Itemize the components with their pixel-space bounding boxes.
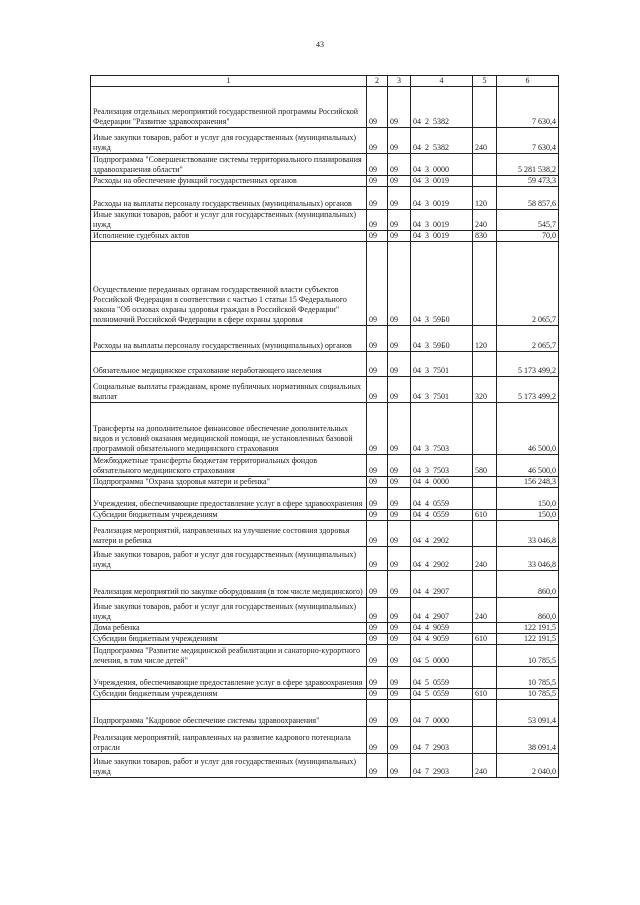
row-name-cell: Субсидии бюджетным учреждениям (91, 510, 367, 521)
column-header-5: 5 (473, 76, 497, 87)
csr-program-code: 04 (413, 767, 421, 776)
table-row (91, 571, 559, 598)
csr-program-code: 04 (413, 587, 421, 596)
row-ved-cell: 09 (367, 700, 388, 727)
row-sum-cell: 7 630,4 (497, 87, 559, 128)
row-rz-cell: 09 (388, 187, 411, 210)
row-vr-cell: 240 (473, 128, 497, 154)
row-vr-cell (473, 352, 497, 377)
row-ved-cell: 09 (367, 477, 388, 488)
row-ved-cell: 09 (367, 377, 388, 403)
row-vr-cell (473, 403, 497, 455)
row-csr-cell (411, 231, 473, 242)
csr-program-code: 04 (413, 656, 421, 665)
csr-direction-code: 2903 (433, 767, 449, 776)
csr-direction-code: 0559 (433, 689, 449, 698)
csr-subprogram-code: 3 (425, 366, 429, 375)
row-sum-cell: 46 500,0 (497, 455, 559, 477)
row-name-cell: Дома ребенка (91, 623, 367, 634)
csr-subprogram-code: 3 (425, 444, 429, 453)
row-csr-cell (411, 598, 473, 623)
row-ved-cell: 09 (367, 403, 388, 455)
row-vr-cell: 120 (473, 187, 497, 210)
row-sum-cell: 2 065,7 (497, 326, 559, 352)
table-row (91, 667, 559, 689)
row-vr-cell (473, 700, 497, 727)
table-row (91, 700, 559, 727)
table-header-row (91, 76, 559, 87)
row-rz-cell: 09 (388, 455, 411, 477)
csr-direction-code: 2907 (433, 587, 449, 596)
row-rz-cell: 09 (388, 754, 411, 778)
csr-direction-code: 2907 (433, 612, 449, 621)
row-csr-cell (411, 645, 473, 667)
csr-subprogram-code: 3 (425, 231, 429, 240)
column-header-1: 1 (91, 76, 367, 87)
row-ved-cell: 09 (367, 547, 388, 571)
row-csr-cell (411, 154, 473, 176)
row-rz-cell: 09 (388, 477, 411, 488)
csr-subprogram-code: 5 (425, 689, 429, 698)
row-name-cell: Социальные выплаты гражданам, кроме публичных нормативных социальных выплат (91, 377, 367, 403)
row-vr-cell (473, 727, 497, 754)
csr-direction-code: 0000 (433, 165, 449, 174)
row-sum-cell: 122 191,5 (497, 634, 559, 645)
column-header-6: 6 (497, 76, 559, 87)
csr-subprogram-code: 3 (425, 165, 429, 174)
row-sum-cell: 58 857,6 (497, 187, 559, 210)
csr-direction-code: 0019 (433, 231, 449, 240)
row-vr-cell: 580 (473, 455, 497, 477)
csr-subprogram-code: 4 (425, 477, 429, 486)
csr-direction-code: 0019 (433, 220, 449, 229)
csr-subprogram-code: 7 (425, 716, 429, 725)
csr-program-code: 04 (413, 743, 421, 752)
row-ved-cell: 09 (367, 187, 388, 210)
row-rz-cell: 09 (388, 727, 411, 754)
csr-program-code: 04 (413, 143, 421, 152)
table-row (91, 754, 559, 778)
csr-direction-code: 0000 (433, 656, 449, 665)
row-sum-cell: 545,7 (497, 210, 559, 231)
column-header-2: 2 (367, 76, 388, 87)
row-name-cell: Иные закупки товаров, работ и услуг для государственных (муниципальных) нужд (91, 210, 367, 231)
row-csr-cell (411, 210, 473, 231)
budget-table-body (91, 76, 559, 778)
csr-direction-code: 9059 (433, 634, 449, 643)
row-ved-cell: 09 (367, 326, 388, 352)
row-sum-cell: 53 091,4 (497, 700, 559, 727)
row-csr-cell (411, 689, 473, 700)
table-row (91, 598, 559, 623)
table-row (91, 510, 559, 521)
row-name-cell: Подпрограмма "Кадровое обеспечение системы здравоохранения" (91, 700, 367, 727)
csr-program-code: 04 (413, 612, 421, 621)
csr-subprogram-code: 3 (425, 315, 429, 324)
csr-program-code: 04 (413, 366, 421, 375)
row-rz-cell: 09 (388, 634, 411, 645)
row-sum-cell: 860,0 (497, 571, 559, 598)
csr-program-code: 04 (413, 716, 421, 725)
row-name-cell: Учреждения, обеспечивающие предоставление услуг в сфере здравоохранения (91, 488, 367, 510)
row-rz-cell: 09 (388, 352, 411, 377)
row-ved-cell: 09 (367, 521, 388, 547)
csr-subprogram-code: 2 (425, 117, 429, 126)
row-rz-cell: 09 (388, 571, 411, 598)
row-name-cell: Межбюджетные трансферты бюджетам территориальных фондов обязательного медицинского страхования (91, 455, 367, 477)
row-sum-cell: 2 040,0 (497, 754, 559, 778)
row-csr-cell (411, 187, 473, 210)
row-csr-cell (411, 242, 473, 326)
row-sum-cell: 2 065,7 (497, 242, 559, 326)
row-rz-cell: 09 (388, 87, 411, 128)
row-csr-cell (411, 634, 473, 645)
csr-direction-code: 7503 (433, 466, 449, 475)
csr-subprogram-code: 7 (425, 743, 429, 752)
row-vr-cell: 120 (473, 326, 497, 352)
table-row (91, 128, 559, 154)
csr-direction-code: 0000 (433, 477, 449, 486)
row-name-cell: Субсидии бюджетным учреждениям (91, 689, 367, 700)
row-vr-cell: 240 (473, 210, 497, 231)
row-name-cell: Учреждения, обеспечивающие предоставление услуг в сфере здравоохранения (91, 667, 367, 689)
table-row (91, 521, 559, 547)
row-ved-cell: 09 (367, 231, 388, 242)
row-name-cell: Иные закупки товаров, работ и услуг для государственных (муниципальных) нужд (91, 547, 367, 571)
csr-direction-code: 2902 (433, 536, 449, 545)
csr-program-code: 04 (413, 689, 421, 698)
budget-table (90, 75, 559, 778)
row-ved-cell: 09 (367, 176, 388, 187)
row-name-cell: Реализация мероприятий, направленных на улучшение состояния здоровья матери и ребенка (91, 521, 367, 547)
row-ved-cell: 09 (367, 455, 388, 477)
table-row (91, 547, 559, 571)
table-row (91, 623, 559, 634)
row-vr-cell: 320 (473, 377, 497, 403)
csr-subprogram-code: 4 (425, 612, 429, 621)
row-ved-cell: 09 (367, 510, 388, 521)
csr-subprogram-code: 7 (425, 767, 429, 776)
row-ved-cell: 09 (367, 154, 388, 176)
row-name-cell: Иные закупки товаров, работ и услуг для государственных (муниципальных) нужд (91, 754, 367, 778)
row-csr-cell (411, 521, 473, 547)
row-name-cell: Иные закупки товаров, работ и услуг для государственных (муниципальных) нужд (91, 128, 367, 154)
row-vr-cell (473, 176, 497, 187)
row-ved-cell: 09 (367, 727, 388, 754)
row-csr-cell (411, 571, 473, 598)
table-row (91, 242, 559, 326)
table-row (91, 210, 559, 231)
row-rz-cell: 09 (388, 128, 411, 154)
row-ved-cell: 09 (367, 634, 388, 645)
csr-direction-code: 0559 (433, 499, 449, 508)
row-name-cell: Иные закупки товаров, работ и услуг для государственных (муниципальных) нужд (91, 598, 367, 623)
row-sum-cell: 5 173 499,2 (497, 377, 559, 403)
csr-program-code: 04 (413, 315, 421, 324)
csr-program-code: 04 (413, 499, 421, 508)
row-sum-cell: 33 046,8 (497, 547, 559, 571)
row-rz-cell: 09 (388, 689, 411, 700)
table-row (91, 689, 559, 700)
row-name-cell: Исполнение судебных актов (91, 231, 367, 242)
row-rz-cell: 09 (388, 377, 411, 403)
row-vr-cell (473, 571, 497, 598)
csr-direction-code: 0000 (433, 716, 449, 725)
table-row (91, 403, 559, 455)
csr-program-code: 04 (413, 392, 421, 401)
row-name-cell: Реализация мероприятий по закупке оборудования (в том числе медицинского) (91, 571, 367, 598)
csr-subprogram-code: 4 (425, 499, 429, 508)
row-csr-cell (411, 754, 473, 778)
table-row (91, 326, 559, 352)
row-name-cell: Обязательное медицинское страхование неработающего населения (91, 352, 367, 377)
csr-subprogram-code: 3 (425, 341, 429, 350)
csr-direction-code: 5382 (433, 143, 449, 152)
csr-direction-code: 0559 (433, 510, 449, 519)
csr-program-code: 04 (413, 536, 421, 545)
row-name-cell: Подпрограмма "Охрана здоровья матери и ребенка" (91, 477, 367, 488)
row-vr-cell: 240 (473, 598, 497, 623)
row-ved-cell: 09 (367, 210, 388, 231)
csr-program-code: 04 (413, 341, 421, 350)
row-csr-cell (411, 667, 473, 689)
row-csr-cell (411, 87, 473, 128)
row-sum-cell: 122 191,5 (497, 623, 559, 634)
csr-subprogram-code: 4 (425, 510, 429, 519)
row-ved-cell: 09 (367, 754, 388, 778)
csr-direction-code: 9059 (433, 623, 449, 632)
row-csr-cell (411, 488, 473, 510)
row-vr-cell (473, 667, 497, 689)
row-sum-cell: 5 173 499,2 (497, 352, 559, 377)
table-row (91, 477, 559, 488)
row-sum-cell: 10 785,5 (497, 645, 559, 667)
row-ved-cell: 09 (367, 352, 388, 377)
csr-direction-code: 0019 (433, 176, 449, 185)
table-row (91, 176, 559, 187)
table-row (91, 87, 559, 128)
row-rz-cell: 09 (388, 521, 411, 547)
csr-program-code: 04 (413, 466, 421, 475)
csr-subprogram-code: 3 (425, 392, 429, 401)
row-name-cell: Подпрограмма "Совершенствование системы территориального планирования здравоохранения области" (91, 154, 367, 176)
row-sum-cell: 38 091,4 (497, 727, 559, 754)
row-sum-cell: 70,0 (497, 231, 559, 242)
row-ved-cell: 09 (367, 645, 388, 667)
row-vr-cell: 610 (473, 510, 497, 521)
row-vr-cell (473, 477, 497, 488)
row-csr-cell (411, 547, 473, 571)
row-vr-cell (473, 154, 497, 176)
row-ved-cell: 09 (367, 689, 388, 700)
row-vr-cell: 610 (473, 634, 497, 645)
row-sum-cell: 59 473,3 (497, 176, 559, 187)
table-row (91, 154, 559, 176)
row-rz-cell: 09 (388, 667, 411, 689)
row-name-cell: Реализация отдельных мероприятий государственной программы Российской Федерации "Развитие здравоохранения" (91, 87, 367, 128)
csr-subprogram-code: 3 (425, 466, 429, 475)
row-csr-cell (411, 176, 473, 187)
row-csr-cell (411, 510, 473, 521)
csr-subprogram-code: 2 (425, 143, 429, 152)
row-csr-cell (411, 727, 473, 754)
row-sum-cell: 33 046,8 (497, 521, 559, 547)
row-rz-cell: 09 (388, 598, 411, 623)
row-rz-cell: 09 (388, 700, 411, 727)
csr-program-code: 04 (413, 678, 421, 687)
csr-program-code: 04 (413, 220, 421, 229)
csr-program-code: 04 (413, 477, 421, 486)
table-row (91, 377, 559, 403)
row-ved-cell: 09 (367, 242, 388, 326)
row-vr-cell (473, 645, 497, 667)
csr-program-code: 04 (413, 444, 421, 453)
csr-program-code: 04 (413, 176, 421, 185)
csr-subprogram-code: 4 (425, 560, 429, 569)
row-csr-cell (411, 326, 473, 352)
column-header-4: 4 (411, 76, 473, 87)
row-name-cell: Подпрограмма "Развитие медицинской реабилитации и санаторно-курортного лечения, в том числе детей" (91, 645, 367, 667)
csr-subprogram-code: 4 (425, 623, 429, 632)
csr-program-code: 04 (413, 165, 421, 174)
row-vr-cell (473, 242, 497, 326)
csr-direction-code: 2903 (433, 743, 449, 752)
csr-program-code: 04 (413, 560, 421, 569)
row-csr-cell (411, 403, 473, 455)
row-vr-cell: 610 (473, 689, 497, 700)
row-ved-cell: 09 (367, 623, 388, 634)
table-row (91, 231, 559, 242)
row-vr-cell: 830 (473, 231, 497, 242)
table-row (91, 352, 559, 377)
csr-direction-code: 0019 (433, 199, 449, 208)
csr-direction-code: 7501 (433, 392, 449, 401)
csr-direction-code: 5382 (433, 117, 449, 126)
row-csr-cell (411, 623, 473, 634)
csr-direction-code: 7503 (433, 444, 449, 453)
row-sum-cell: 10 785,5 (497, 667, 559, 689)
row-sum-cell: 46 500,0 (497, 403, 559, 455)
row-csr-cell (411, 377, 473, 403)
row-rz-cell: 09 (388, 510, 411, 521)
row-sum-cell: 150,0 (497, 510, 559, 521)
row-name-cell: Расходы на выплаты персоналу государственных (муниципальных) органов (91, 326, 367, 352)
row-name-cell: Расходы на выплаты персоналу государственных (муниципальных) органов (91, 187, 367, 210)
page-number: 43 (316, 40, 324, 49)
row-ved-cell: 09 (367, 128, 388, 154)
row-ved-cell: 09 (367, 598, 388, 623)
row-csr-cell (411, 352, 473, 377)
table-row (91, 634, 559, 645)
row-csr-cell (411, 128, 473, 154)
row-name-cell: Трансферты на дополнительное финансовое обеспечение дополнительных видов и условий оказания медицинской помощи, не установленных базовой программой обязательного медицинского страхования (91, 403, 367, 455)
csr-program-code: 04 (413, 117, 421, 126)
row-sum-cell: 7 630,4 (497, 128, 559, 154)
table-row (91, 488, 559, 510)
row-name-cell: Реализация мероприятий, направленных на развитие кадрового потенциала отрасли (91, 727, 367, 754)
row-rz-cell: 09 (388, 488, 411, 510)
column-header-3: 3 (388, 76, 411, 87)
csr-direction-code: 0559 (433, 678, 449, 687)
csr-direction-code: 59Б0 (433, 315, 450, 324)
row-csr-cell (411, 455, 473, 477)
csr-subprogram-code: 3 (425, 176, 429, 185)
table-row (91, 727, 559, 754)
csr-subprogram-code: 5 (425, 656, 429, 665)
table-row (91, 455, 559, 477)
row-sum-cell: 156 248,3 (497, 477, 559, 488)
row-sum-cell: 150,0 (497, 488, 559, 510)
row-ved-cell: 09 (367, 87, 388, 128)
row-csr-cell (411, 477, 473, 488)
row-rz-cell: 09 (388, 547, 411, 571)
row-name-cell: Субсидии бюджетным учреждениям (91, 634, 367, 645)
table-row (91, 645, 559, 667)
row-ved-cell: 09 (367, 667, 388, 689)
csr-program-code: 04 (413, 199, 421, 208)
csr-subprogram-code: 4 (425, 536, 429, 545)
row-vr-cell (473, 488, 497, 510)
row-sum-cell: 860,0 (497, 598, 559, 623)
csr-program-code: 04 (413, 634, 421, 643)
row-rz-cell: 09 (388, 210, 411, 231)
row-csr-cell (411, 700, 473, 727)
csr-subprogram-code: 5 (425, 678, 429, 687)
csr-subprogram-code: 4 (425, 634, 429, 643)
row-vr-cell: 240 (473, 754, 497, 778)
row-vr-cell (473, 87, 497, 128)
row-rz-cell: 09 (388, 623, 411, 634)
csr-subprogram-code: 4 (425, 587, 429, 596)
row-name-cell: Осуществление переданных органам государственной власти субъектов Российской Федерации в соответствии с частью 1 статьи 15 Федерального закона "Об основах охраны здоровья граждан в Российской Федерации" полномочий Российской Федерации в сфере охраны здоровья (91, 242, 367, 326)
row-rz-cell: 09 (388, 242, 411, 326)
row-vr-cell: 240 (473, 547, 497, 571)
row-name-cell: Расходы на обеспечение функций государственных органов (91, 176, 367, 187)
csr-subprogram-code: 3 (425, 199, 429, 208)
csr-direction-code: 59Б0 (433, 341, 450, 350)
row-rz-cell: 09 (388, 231, 411, 242)
row-rz-cell: 09 (388, 326, 411, 352)
row-rz-cell: 09 (388, 645, 411, 667)
csr-program-code: 04 (413, 623, 421, 632)
csr-program-code: 04 (413, 510, 421, 519)
row-sum-cell: 10 785,5 (497, 689, 559, 700)
row-rz-cell: 09 (388, 176, 411, 187)
csr-subprogram-code: 3 (425, 220, 429, 229)
csr-program-code: 04 (413, 231, 421, 240)
row-rz-cell: 09 (388, 403, 411, 455)
csr-direction-code: 2902 (433, 560, 449, 569)
row-vr-cell (473, 623, 497, 634)
table-row (91, 187, 559, 210)
row-rz-cell: 09 (388, 154, 411, 176)
row-ved-cell: 09 (367, 488, 388, 510)
row-ved-cell: 09 (367, 571, 388, 598)
csr-direction-code: 7501 (433, 366, 449, 375)
row-vr-cell (473, 521, 497, 547)
row-sum-cell: 5 281 538,2 (497, 154, 559, 176)
